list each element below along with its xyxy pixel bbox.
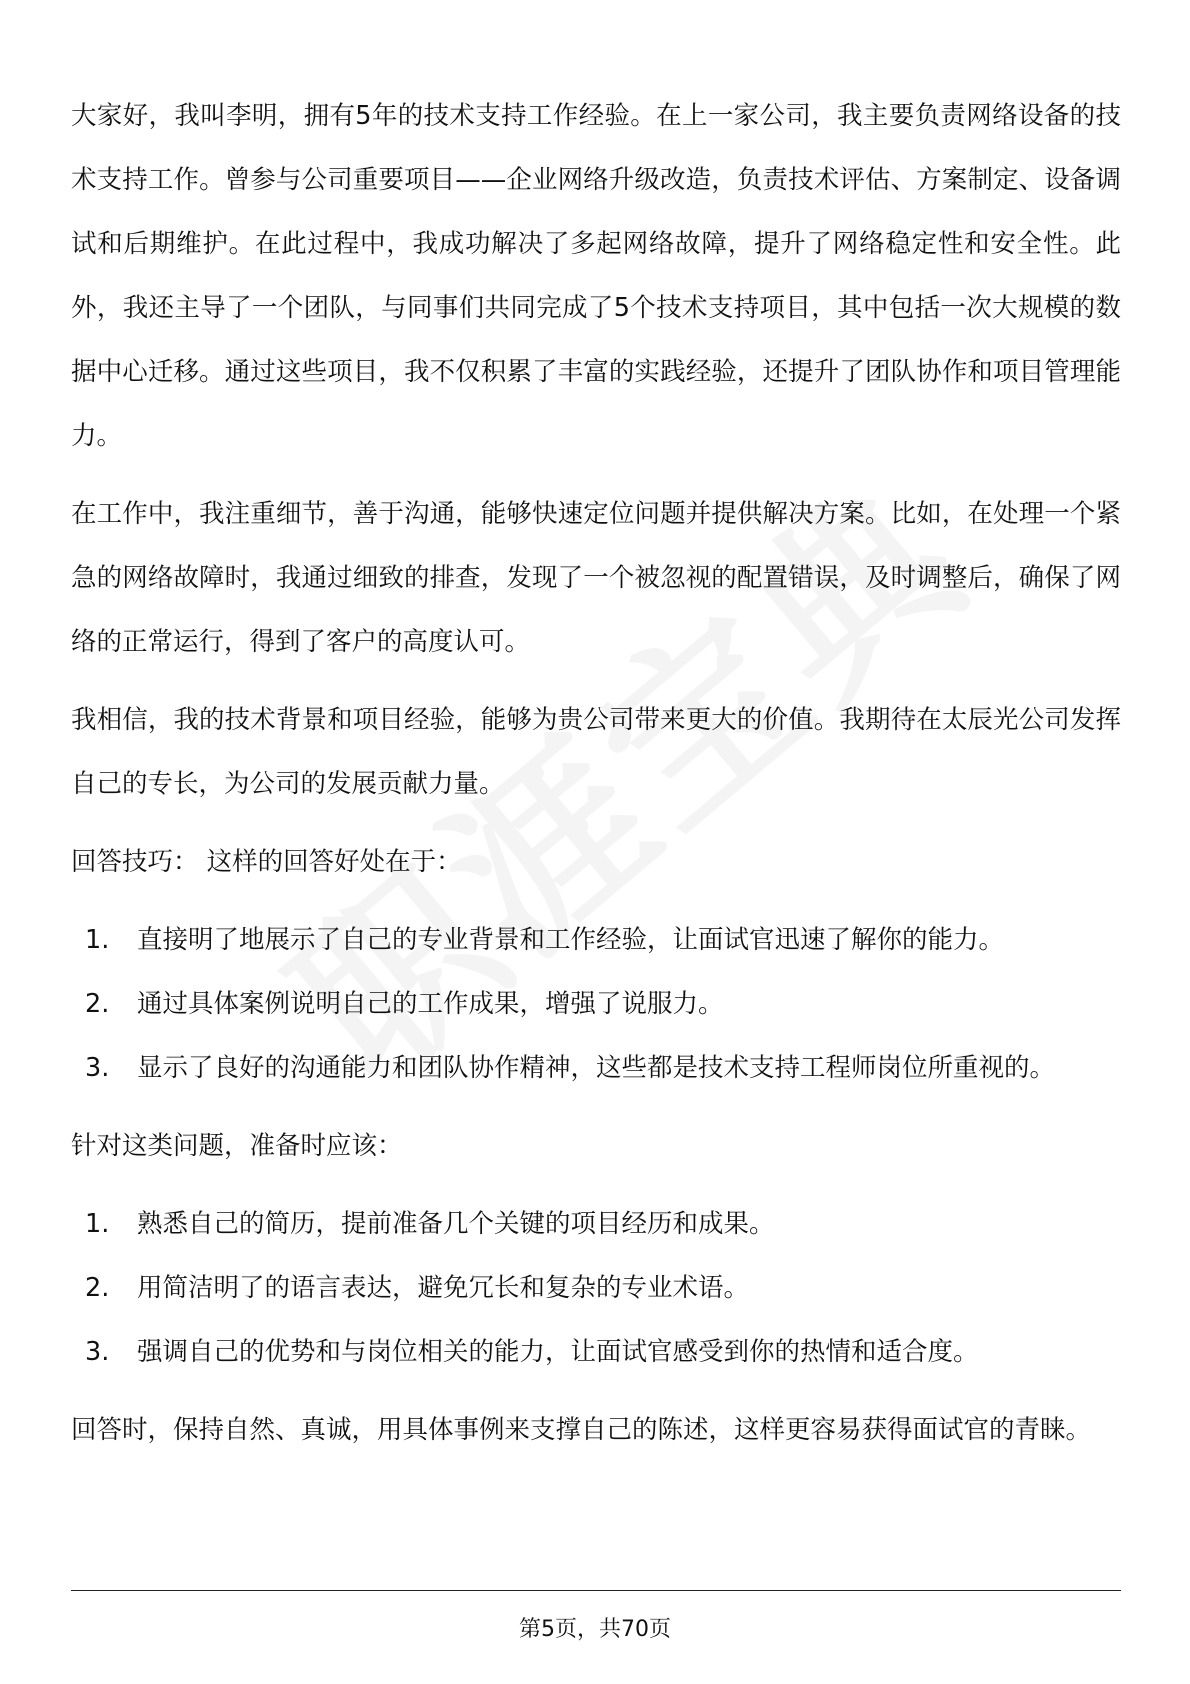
intro-paragraph: 大家好，我叫李明，拥有5年的技术支持工作经验。在上一家公司，我主要负责网络设备的技术支持工作。曾参与公司重要项目——企业网络升级改造，负责技术评估、方案制定、设备调试和后期维护。在此过程中，我成功解决了多起网络故障，提升了网络稳定性和安全性。此外，我还主导了一个团队，与同事们共同完成了5个技术支持项目，其中包括一次大规模的数据中心迁移。通过这些项目，我不仅积累了丰富的实践经验，还提升了团队协作和项目管理能力。 xyxy=(71,101,1121,451)
list-item-text: 显示了良好的沟通能力和团队协作精神，这些都是技术支持工程师岗位所重视的。 xyxy=(137,1053,1056,1083)
list-number: 1. xyxy=(85,1209,110,1239)
value-paragraph: 我相信，我的技术背景和项目经验，能够为贵公司带来更大的价值。我期待在太辰光公司发挥自己的专长，为公司的发展贡献力量。 xyxy=(71,705,1121,799)
page-number: 第5页，共70页 xyxy=(519,1617,671,1642)
list-number: 3. xyxy=(85,1337,110,1367)
footer-divider xyxy=(71,1590,1121,1591)
list-item xyxy=(71,1320,1121,1384)
list-number: 2. xyxy=(85,1273,110,1303)
list-number: 3. xyxy=(85,1053,110,1083)
tips-list xyxy=(71,908,1121,1100)
list-item-text: 熟悉自己的简历，提前准备几个关键的项目经历和成果。 xyxy=(137,1209,775,1239)
list-item-text: 通过具体案例说明自己的工作成果，增强了说服力。 xyxy=(137,989,724,1019)
page-content xyxy=(71,84,1121,1476)
list-number: 2. xyxy=(85,989,110,1019)
list-item-text: 用简洁明了的语言表达，避免冗长和复杂的专业术语。 xyxy=(137,1273,750,1303)
prep-list xyxy=(71,1192,1121,1384)
list-item xyxy=(71,1192,1121,1256)
detail-paragraph: 在工作中，我注重细节，善于沟通，能够快速定位问题并提供解决方案。比如，在处理一个紧急的网络故障时，我通过细致的排查，发现了一个被忽视的配置错误，及时调整后，确保了网络的正常运行，得到了客户的高度认可。 xyxy=(71,499,1121,657)
list-item-text: 强调自己的优势和与岗位相关的能力，让面试官感受到你的热情和适合度。 xyxy=(137,1337,979,1367)
closing-paragraph: 回答时，保持自然、真诚，用具体事例来支撑自己的陈述，这样更容易获得面试官的青睐。 xyxy=(71,1415,1092,1445)
list-item xyxy=(71,972,1121,1036)
list-number: 1. xyxy=(85,925,110,955)
prep-heading: 针对这类问题，准备时应该： xyxy=(71,1131,403,1161)
list-item-text: 直接明了地展示了自己的专业背景和工作经验，让面试官迅速了解你的能力。 xyxy=(137,925,1005,955)
list-item xyxy=(71,1036,1121,1100)
tips-heading: 回答技巧： 这样的回答好处在于： xyxy=(71,847,462,877)
list-item xyxy=(71,908,1121,972)
list-item xyxy=(71,1256,1121,1320)
